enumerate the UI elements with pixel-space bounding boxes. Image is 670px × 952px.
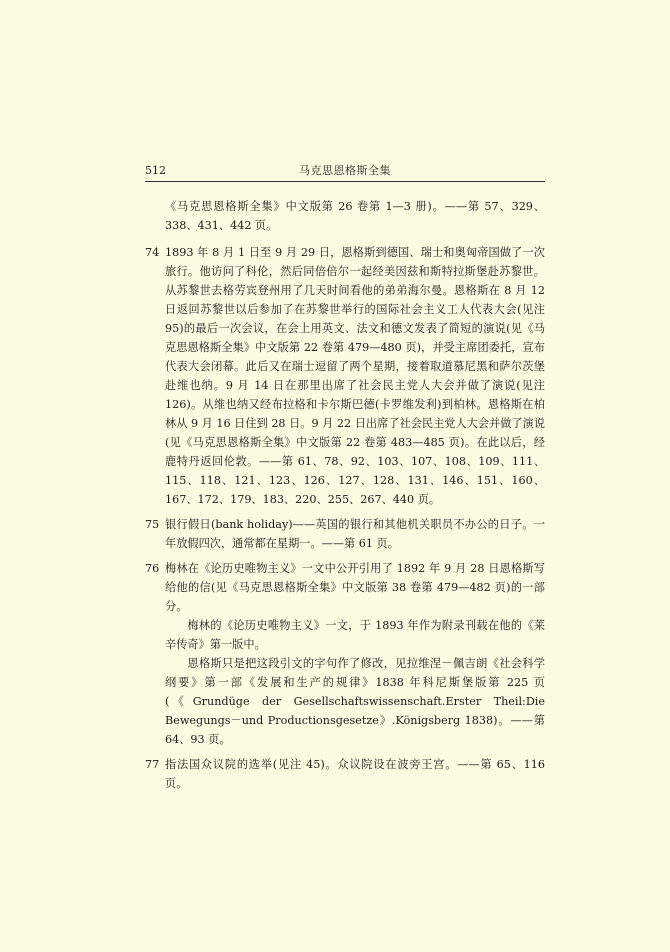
notes-body [145,197,545,799]
running-title: 马克思恩格斯全集 [299,164,391,177]
note-continuation [145,197,545,235]
note-number: 76 [145,562,160,575]
note-number: 75 [145,518,160,531]
note-paragraph: 梅林的《论历史唯物主义》一文，于 1893 年作为附录刊载在他的《莱辛传奇》第一版中。 [165,619,545,651]
note-77 [145,755,545,793]
note-number: 77 [145,758,160,771]
note-paragraph: 1893 年 8 月 1 日至 9 月 29 日，恩格斯到德国、瑞士和奥匈帝国做了一次旅行。他访问了科伦，然后同倍倍尔一起经美因兹和斯特拉斯堡赴苏黎世。从苏黎世去格劳宾登州用了几天时间看他的弟弟海尔曼。恩格斯在 8 月 12 日返回苏黎世以后参加了在苏黎世举行的国际社会主义工人代表大会(见注 95)的最后一次会议，在会上用英文、法文和德文发表了简短的演说(见《马克思恩格斯全集》中文版第 22 卷第 479—480 页)，并受主席团委托，宣布代表大会闭幕。此后又在瑞士逗留了两个星期，接着取道慕尼黑和萨尔茨堡赴维也纳。9 月 14 日在那里出席了社会民主党人大会并做了演说(见注 126)。从维也纳又经布拉格和卡尔斯巴德(卡罗维发利)到柏林。恩格斯在柏林从 9 月 16 日住到 28 日。9 月 22 日出席了社会民主党人大会并做了演说(见《马克思恩格斯全集》中文版第 22 卷第 483—485 页)。在此以后，经鹿特丹返回伦敦。——第 61、78、92、103、107、108、109、111、115、118、121、123、126、127、128、131、146、151、160、167、172、179、183、220、255、267、440 页。 [165,246,545,506]
note-paragraph: 恩格斯只是把这段引文的字句作了修改，见拉维涅－佩吉朗《社会科学纲要》第一部《发展和生产的规律》1838 年科尼斯堡版第 225 页(《Grundüge der Gesellschaftswissenschaft.Erster Theil:Die Bewegungs－und Productionsgesetze》.Königsberg 1838)。——第 64、93 页。 [165,657,545,746]
header-rule [145,181,545,182]
note-paragraph: 指法国众议院的选举(见注 45)。众议院设在波旁王宫。——第 65、116 页。 [165,758,545,790]
note-76 [145,559,545,749]
note-paragraph: 银行假日(bank holiday)——英国的银行和其他机关职员不办公的日子。一年放假四次，通常都在星期一。——第 61 页。 [165,518,545,550]
page-number: 512 [145,164,166,177]
note-74 [145,243,545,509]
note-paragraph: 《马克思恩格斯全集》中文版第 26 卷第 1—3 册)。——第 57、329、338、431、442 页。 [165,200,545,232]
page-header [145,162,545,180]
note-75 [145,515,545,553]
note-number: 74 [145,246,160,259]
note-paragraph: 梅林在《论历史唯物主义》一文中公开引用了 1892 年 9 月 28 日恩格斯写给他的信(见《马克思恩格斯全集》中文版第 38 卷第 479—482 页)的一部分。 [165,562,545,613]
